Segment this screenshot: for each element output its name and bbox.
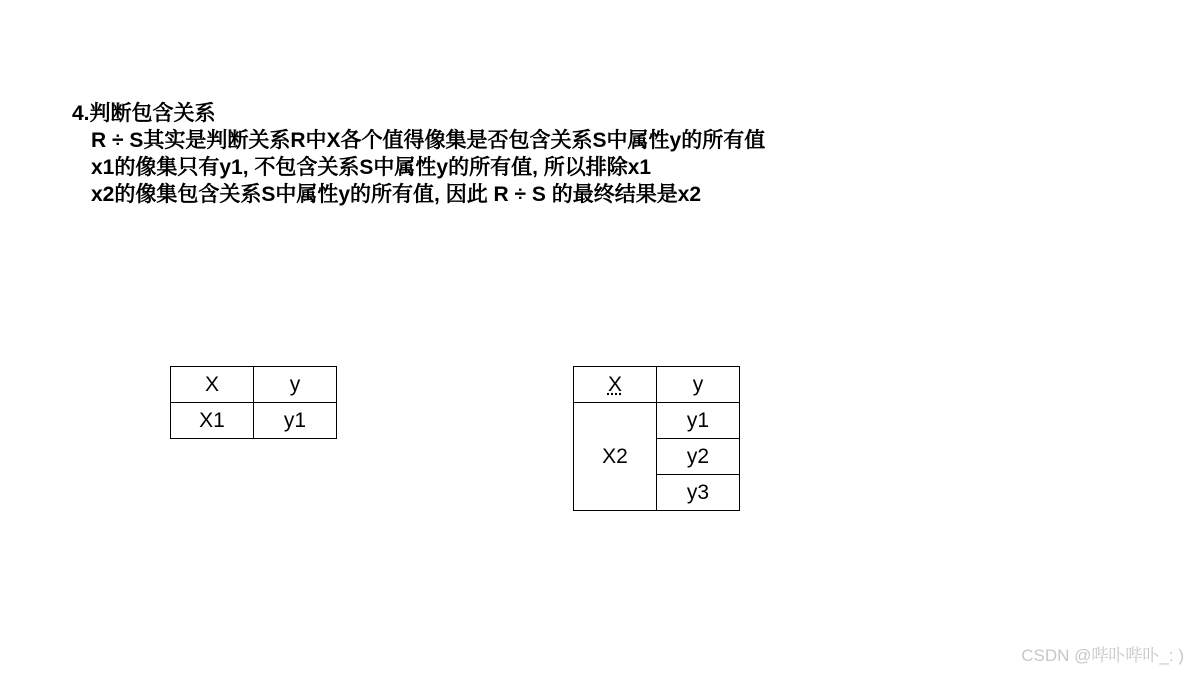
explanation-line-3: x2的像集包含关系S中属性y的所有值, 因此 R ÷ S 的最终结果是x2 [91, 183, 702, 206]
column-header-y: y [254, 367, 337, 403]
section-heading: 4.判断包含关系 [72, 102, 216, 125]
cell-y: y2 [657, 439, 740, 475]
cell-y: y1 [254, 403, 337, 439]
column-header-x-label: X [607, 372, 622, 396]
column-header-x: X [171, 367, 254, 403]
explanation-line-1: R ÷ S其实是判断关系R中X各个值得像集是否包含关系S中属性y的所有值 [91, 129, 766, 152]
image-set-table-x1 [170, 366, 337, 439]
csdn-watermark: CSDN @哔卟哔卟_: ) [1021, 646, 1184, 665]
image-set-table-x2 [573, 366, 740, 511]
cell-y: y1 [657, 403, 740, 439]
table-row [574, 403, 740, 439]
slide-text [72, 100, 765, 208]
table-header-row [574, 367, 740, 403]
cell-x-merged: X2 [574, 403, 657, 511]
column-header-x [574, 367, 657, 403]
cell-x: X1 [171, 403, 254, 439]
table-header-row [171, 367, 337, 403]
cell-y: y3 [657, 475, 740, 511]
column-header-y: y [657, 367, 740, 403]
explanation-line-2: x1的像集只有y1, 不包含关系S中属性y的所有值, 所以排除x1 [91, 156, 652, 179]
table-row [171, 403, 337, 439]
